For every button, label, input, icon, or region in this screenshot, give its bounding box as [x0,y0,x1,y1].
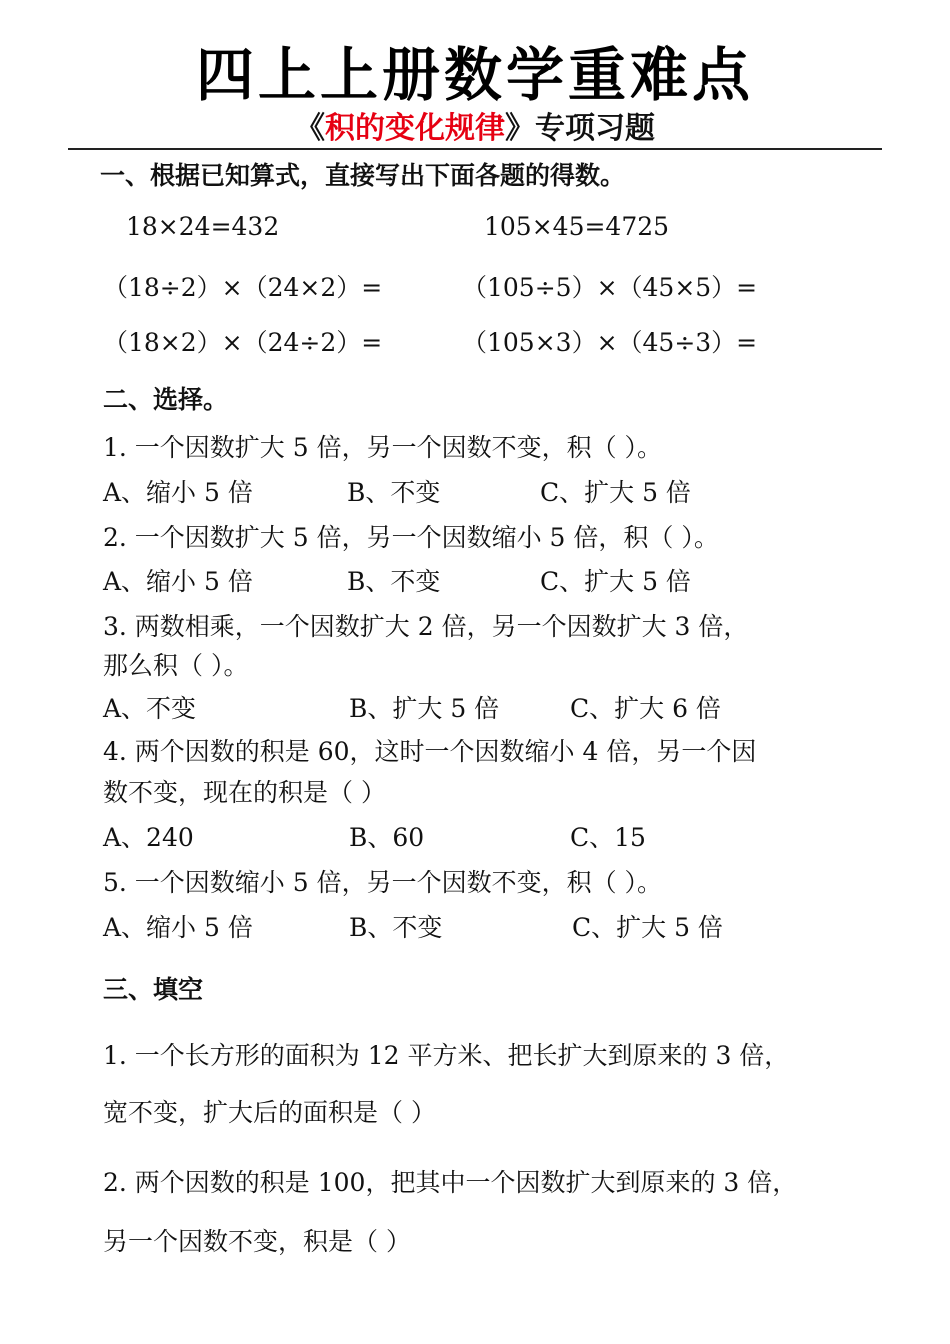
option-b: B、不变 [349,913,443,942]
question-2-4-line2: 数不变，现在的积是（ ） [103,778,386,807]
question-2-3-line2: 那么积（ ）。 [103,651,249,680]
page-subtitle [0,103,950,147]
option-c: C、15 [570,823,646,852]
option-c: C、扩大 5 倍 [540,478,691,507]
option-a: A、不变 [103,694,197,723]
equation-left-1: （18÷2）×（24×2）= [103,273,383,302]
option-c: C、扩大 5 倍 [540,567,691,596]
equation-right-2: （105×3）×（45÷3）= [462,328,758,357]
equation-left-2: （18×2）×（24÷2）= [103,328,383,357]
question-3-2-line1: 2. 两个因数的积是 100，把其中一个因数扩大到原来的 3 倍， [103,1168,798,1197]
title-divider [68,148,882,150]
option-b: B、不变 [347,567,441,596]
question-2-4-line1: 4. 两个因数的积是 60，这时一个因数缩小 4 倍，另一个因 [103,737,757,766]
option-c: C、扩大 5 倍 [572,913,723,942]
question-3-1-line1: 1. 一个长方形的面积为 12 平方米、把长扩大到原来的 3 倍， [103,1041,790,1070]
equation-right-1: （105÷5）×（45×5）= [462,273,758,302]
section3-heading: 三、填空 [103,975,204,1004]
question-2-2: 2. 一个因数扩大 5 倍，另一个因数缩小 5 倍，积（ ）。 [103,523,719,552]
option-c: C、扩大 6 倍 [570,694,721,723]
option-a: A、缩小 5 倍 [103,478,253,507]
section2-heading: 二、选择。 [103,385,229,414]
page-title: 四上上册数学重难点 [195,41,754,109]
subtitle-topic: 积的变化规律 [325,111,505,146]
section1-heading: 一、根据已知算式，直接写出下面各题的得数。 [100,161,626,190]
option-a: A、缩小 5 倍 [103,913,253,942]
option-b: B、60 [349,823,425,852]
option-a: A、缩小 5 倍 [103,567,253,596]
option-a: A、240 [103,823,194,852]
subtitle-left-bracket: 《 [295,111,325,146]
question-3-2-line2: 另一个因数不变，积是（ ） [103,1227,411,1256]
question-2-3-line1: 3. 两数相乘，一个因数扩大 2 倍，另一个因数扩大 3 倍， [103,612,749,641]
question-2-1: 1. 一个因数扩大 5 倍，另一个因数不变，积（ ）。 [103,433,663,462]
question-2-5: 5. 一个因数缩小 5 倍，另一个因数不变，积（ ）。 [103,868,663,897]
option-b: B、扩大 5 倍 [349,694,500,723]
equation-given-left: 18×24=432 [126,212,280,241]
equation-given-right: 105×45=4725 [484,212,670,241]
option-b: B、不变 [347,478,441,507]
question-3-1-line2: 宽不变，扩大后的面积是（ ） [103,1098,436,1127]
subtitle-right-text: 》专项习题 [505,111,655,146]
